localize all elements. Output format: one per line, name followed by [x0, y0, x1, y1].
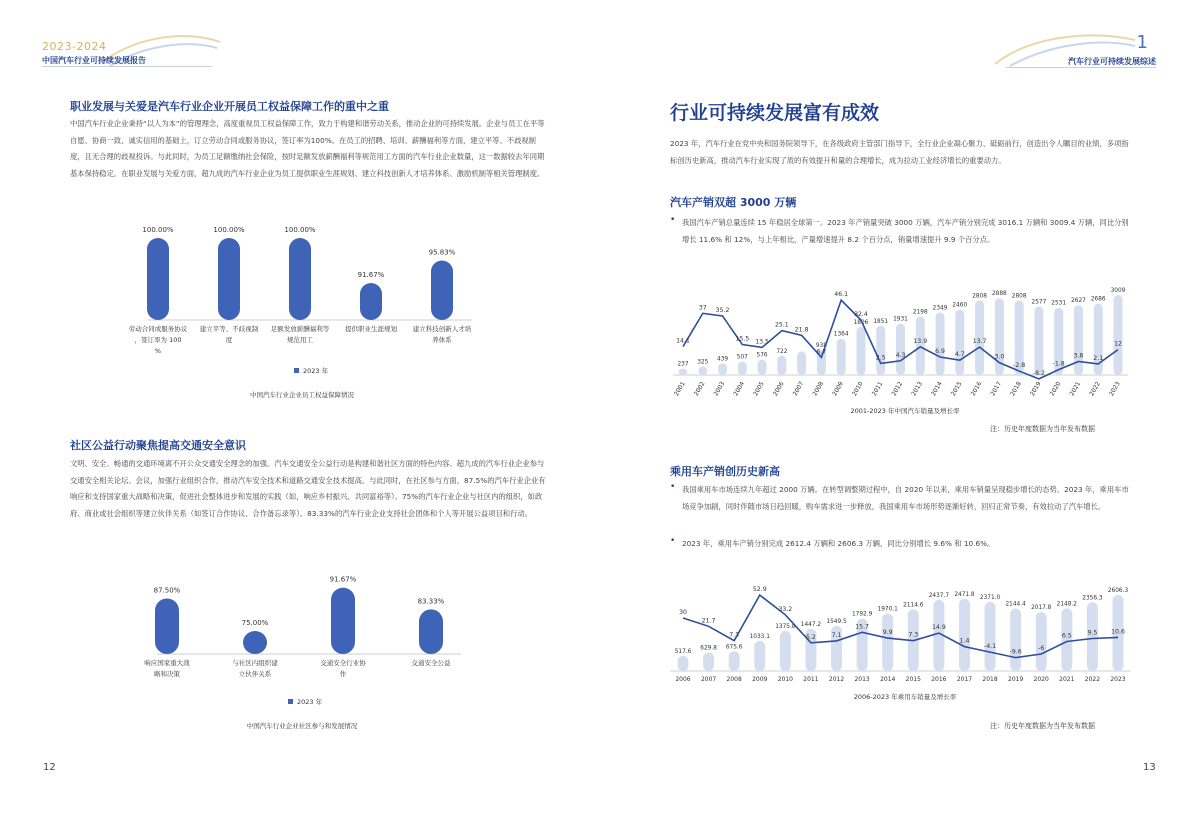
growth-label: 2.1: [1093, 354, 1104, 362]
growth-label: 5.2: [806, 633, 816, 641]
sales-bar: [729, 651, 740, 671]
bar-value-label: 83.33%: [417, 597, 445, 606]
sales-label: 2144.4: [1005, 601, 1026, 608]
year-label: 2011: [803, 676, 819, 683]
sales-bar: [703, 653, 714, 671]
sales-label: 2460: [952, 302, 968, 309]
growth-label: 12: [1114, 340, 1122, 348]
sales-label: 2888: [991, 291, 1007, 298]
bullet-dot: •: [670, 215, 676, 225]
year-label: 2015: [949, 380, 964, 398]
growth-label: 15.5: [735, 335, 750, 343]
bar-value-label: 95.83%: [428, 248, 456, 257]
year-label: 2004: [732, 380, 747, 398]
growth-label: 35.2: [715, 306, 730, 314]
year-label: 2008: [811, 380, 826, 398]
year-label: 2010: [850, 380, 865, 398]
category-label: 与社区内组织建: [232, 659, 278, 667]
sales-label: 507: [736, 354, 748, 361]
year-label: 2017: [956, 676, 973, 683]
growth-label: 2.5: [875, 354, 886, 362]
year-label: 2014: [880, 676, 896, 683]
category-label: 养体系: [432, 336, 452, 344]
growth-label: 15.7: [855, 623, 870, 631]
sales-bar: [738, 362, 747, 375]
sales-bar: [754, 641, 765, 671]
sales-label: 2606.3: [1107, 588, 1129, 594]
bullet-auto: [670, 215, 1132, 248]
sales-label: 1970.1: [877, 606, 898, 613]
sales-label: 2198: [912, 309, 928, 316]
bullet-passenger-1: [670, 482, 1132, 515]
bar: [243, 631, 267, 654]
bar-value-label: 91.67%: [357, 270, 385, 279]
sales-bar: [1114, 295, 1123, 375]
bar-value-label: 75.00%: [241, 619, 269, 627]
sales-label: 675.6: [725, 644, 743, 651]
sales-bar: [1061, 608, 1072, 671]
passenger-chart-note: 注：历史年度数据为当年发布数据: [990, 722, 1095, 730]
year-label: 2019: [1008, 676, 1024, 683]
year-label: 2018: [1009, 380, 1023, 398]
sales-bar: [1010, 608, 1021, 671]
sales-bar: [876, 326, 885, 375]
auto-chart-caption: 2001-2023 年中国汽车销量及增长率: [850, 407, 960, 415]
year-label: 2017: [989, 380, 1004, 398]
growth-label: 7.3: [729, 631, 740, 639]
growth-label: -2.8: [1013, 362, 1026, 370]
sales-bar: [698, 366, 707, 375]
year-label: 2013: [910, 380, 925, 398]
bar: [147, 238, 169, 320]
growth-label: 6.9: [935, 347, 945, 355]
year-label: 2012: [890, 380, 905, 398]
section-title-auto: 汽车产销双超 3000 万辆: [670, 196, 797, 209]
sales-bar: [1087, 602, 1098, 671]
sales-label: 2114.6: [903, 602, 924, 609]
sales-bar: [916, 317, 925, 375]
year-label: 2001: [673, 380, 687, 398]
bar: [218, 238, 240, 320]
sales-bar: [780, 631, 791, 671]
bar: [155, 599, 179, 655]
bar-value-label: 87.50%: [153, 586, 181, 595]
year-label: 2023: [1108, 380, 1122, 398]
sales-label: 2627: [1071, 298, 1086, 305]
sales-label: 1549.5: [826, 618, 847, 625]
sales-bar: [936, 313, 945, 375]
sales-label: 2471.8: [954, 591, 975, 598]
year-label: 2016: [969, 380, 984, 398]
page-number-right: 13: [1143, 762, 1156, 773]
bullet-dot: •: [670, 482, 676, 492]
growth-label: 52.9: [752, 586, 767, 594]
category-label: 足额发放薪酬福利等: [270, 325, 330, 333]
sales-label: 2371.0: [979, 594, 1001, 601]
year-label: 2021: [1068, 380, 1083, 398]
bar: [289, 238, 311, 320]
legend-label: 2023 年: [297, 698, 323, 706]
header-report-title: 中国汽车行业可持续发展报告: [42, 56, 146, 65]
section-title-employee: 职业发展与关爱是汽车行业企业开展员工权益保障工作的重中之重: [70, 100, 389, 113]
section-title-community: 社区公益行动聚焦提高交通安全意识: [70, 439, 246, 452]
sales-label: 1033.1: [749, 633, 770, 640]
sales-label: 2686: [1090, 296, 1106, 303]
growth-label: 14.9: [931, 624, 946, 632]
year-label: 2018: [982, 676, 998, 683]
category-label: %: [154, 347, 162, 355]
year-label: 2021: [1059, 676, 1075, 683]
sales-bar: [959, 599, 970, 671]
year-label: 2008: [726, 676, 742, 683]
growth-label: 33.2: [778, 605, 793, 613]
category-label: 响应国家重大战: [144, 659, 190, 667]
category-label: 立伙伴关系: [238, 670, 272, 678]
growth-label: 3.0: [994, 353, 1005, 361]
bullet-auto-text: 我国汽车产销总量连续 15 年稳居全球第一。2023 年产销量突破 3000 万辆，汽车产销分别完成 3016.1 万辆和 3009.4 万辆，同比分别增长 11.6% 和 12%，与上年相比，产量增速提升 8.2 个百分点，销量增速提升 9.9 个百分点。: [682, 218, 1129, 244]
sales-label: 576: [756, 352, 768, 359]
year-label: 2022: [1084, 676, 1101, 683]
sales-label: 722: [776, 348, 788, 355]
sales-bar: [1036, 612, 1047, 671]
year-label: 2003: [712, 380, 727, 398]
growth-label: 30: [679, 609, 687, 616]
growth-label: -4.1: [984, 643, 997, 651]
sales-bar: [678, 656, 689, 671]
sales-label: 2531: [1051, 300, 1067, 307]
sales-bar: [985, 602, 996, 671]
growth-label: 46.1: [834, 291, 849, 299]
sales-label: 1931: [893, 316, 908, 323]
section-body-employee: 中国汽车行业企业秉持“以人为本”的管理理念，高度重视员工权益保障工作，致力于构建和谐劳动关系，推动企业的可持续发展。企业与员工在平等自愿、协商一致、诚实信用的基础上，订立劳动合同或服务协议，签订率为100%。在员工的招聘、培训、薪酬福利等方面，建立平等、不歧视制度，且无合理的歧视投诉。与此同时，为员工足额缴纳社会保险，按时足额发放薪酬福利等规范用工方面的汽车行业企业数量，这一数据较去年同期基本保持稳定。在职业发展与关爱方面，超九成的汽车行业企业为员工提供职业生涯规划、建立科技创新人才培养体系、激励机制等相关管理制度。: [70, 119, 545, 178]
header-divider: [42, 66, 212, 67]
sales-bar: [679, 369, 688, 375]
sales-label: 517.6: [674, 648, 692, 655]
year-label: 2022: [1088, 380, 1102, 398]
year-label: 2015: [905, 676, 921, 683]
category-label: 作: [339, 670, 347, 678]
growth-label: 21.8: [794, 326, 809, 334]
growth-label: 4.7: [954, 351, 965, 359]
sales-bar: [797, 351, 806, 375]
chart-caption: 中国汽车行业企业员工权益保障情况: [250, 391, 354, 399]
page-number-left: 12: [43, 762, 56, 773]
sales-label: 2349: [932, 305, 948, 312]
sales-bar: [758, 360, 767, 375]
growth-label: 3.8: [1073, 352, 1084, 360]
year-label: 2007: [700, 676, 717, 683]
bar-value-label: 100.00%: [213, 226, 245, 234]
bullet-dot: •: [670, 536, 676, 546]
year-label: 2005: [752, 380, 766, 398]
year-label: 2009: [831, 380, 845, 398]
growth-label: 9.9: [882, 629, 893, 637]
growth-label: 25.1: [774, 321, 789, 329]
bar: [360, 283, 382, 320]
growth-label: -8.2: [1032, 369, 1045, 377]
year-label: 2009: [752, 676, 768, 683]
growth-label: 13.7: [972, 338, 987, 346]
sales-label: 325: [697, 359, 709, 366]
growth-label: -9.6: [1009, 648, 1022, 656]
sales-label: 3009: [1110, 288, 1126, 294]
bar: [431, 261, 453, 320]
sales-label: 1375.8: [775, 623, 796, 630]
growth-label: 13.5: [755, 338, 769, 346]
sales-label: 629.8: [700, 645, 717, 652]
growth-label: 4.3: [895, 351, 906, 359]
bar-value-label: 91.67%: [329, 575, 357, 584]
sales-label: 2808: [1011, 293, 1027, 300]
bar: [331, 588, 355, 654]
year-label: 2006: [675, 676, 691, 683]
growth-label: 7.3: [908, 631, 919, 639]
category-label: 建立科技创新人才培: [412, 325, 472, 333]
year-label: 2013: [854, 676, 870, 683]
passenger-chart-caption: 2006-2023 年乘用车销量及增长率: [853, 693, 957, 701]
year-label: 2023: [1110, 676, 1126, 683]
growth-label: 6.7: [816, 348, 827, 356]
auto-chart-note: 注：历史年度数据为当年发布数据: [990, 425, 1095, 433]
bar-value-label: 100.00%: [284, 226, 316, 234]
intro-paragraph: 2023 年，汽车行业在党中央和国务院领导下，在各级政府主管部门指导下，全行业企业凝心聚力、砥砺前行，创造出令人瞩目的业绩，多项指标创历史新高，推动汽车行业实现了质的有效提升和量的合理增长，成为拉动工业经济增长的重要动力。: [670, 139, 1129, 165]
community-chart: [70, 556, 550, 736]
sales-label: 1792.9: [851, 611, 873, 618]
auto-sales-chart: [670, 275, 1140, 420]
sales-label: 2437.7: [928, 592, 950, 599]
growth-label: 9.5: [1087, 629, 1098, 637]
header-year: 2023-2024: [42, 40, 107, 53]
sales-label: 2148.2: [1056, 601, 1077, 608]
bar: [419, 609, 443, 654]
sales-label: 938: [815, 343, 827, 350]
growth-label: 6.5: [1061, 632, 1072, 640]
sales-bar: [837, 339, 846, 375]
bar-value-label: 100.00%: [142, 226, 174, 234]
year-label: 2012: [828, 676, 845, 683]
sales-label: 2017.8: [1031, 605, 1052, 612]
growth-label: 14.1: [676, 337, 690, 345]
year-label: 2010: [777, 676, 793, 683]
category-label: 规范用工: [287, 336, 313, 344]
year-label: 2002: [692, 380, 707, 398]
year-label: 2011: [870, 380, 885, 398]
chart-caption: 中国汽车行业企业社区参与和发展情况: [246, 722, 358, 730]
sales-label: 1364: [833, 331, 849, 338]
year-label: 2020: [1033, 676, 1049, 683]
growth-label: -1.8: [1052, 360, 1065, 368]
growth-label: 10.6: [1111, 628, 1125, 636]
sales-bar: [955, 310, 964, 375]
growth-label: -6: [1038, 645, 1045, 652]
bullet-passenger-1-text: 我国乘用车市场连续九年超过 2000 万辆。在转型调整期过程中，自 2020 年以来，乘用车销量呈现稳步增长的态势。2023 年，乘用车市场竞争加剧，同时伴随市场日趋回暖，购车需求进一步释放，我国乘用车市场形势逐渐好转，回归正常节奏，有效拉动了汽车增长。: [682, 485, 1129, 511]
growth-label: 32.4: [854, 311, 868, 319]
sales-label: 2808: [972, 293, 987, 300]
sales-label: 2577: [1031, 299, 1047, 306]
sales-label: 2356.3: [1082, 595, 1103, 602]
growth-label: 37: [698, 304, 707, 312]
employee-rights-chart: [70, 212, 550, 402]
year-label: 2020: [1048, 380, 1063, 398]
section-body-community: 文明、安全、畅通的交通环境离不开公众交通安全理念的加强。汽车交通安全公益行动是构建和谐社区方面的特色内容。超九成的汽车行业企业参与交通安全相关论坛、会议，加强行业组织合作，推动汽车安全技术和道路交通安全技术提高。与此同时，在社区参与方面，87.5%的汽车行业企业有响应和支持国家重大战略和决策，促进社会整体进步和发展的实践（如，响应乡村振兴、共同富裕等）。75%的汽车行业企业与社区内的组织，如政府、商业或社会组织等建立伙伴关系（如签订合作协议、合作备忘录等）。83.33%的汽车行业企业支持社会团体和个人等开展公益项目和行动。: [70, 459, 546, 518]
sales-label: 1806: [853, 319, 869, 326]
sales-label: 237: [677, 361, 689, 368]
category-label: 建立平等、不歧视制: [199, 325, 259, 333]
year-label: 2014: [930, 380, 944, 398]
year-label: 2016: [931, 676, 947, 683]
category-label: 交通安全行业协: [320, 659, 366, 667]
year-label: 2006: [771, 380, 786, 398]
sales-label: 439: [717, 356, 729, 363]
category-label: 度: [225, 336, 233, 344]
category-label: 提供职业生涯规划: [345, 325, 397, 333]
header-divider-right: [1006, 67, 1156, 68]
bullet-passenger-2: [670, 536, 1132, 553]
category-label: 劳动合同或服务协议: [128, 325, 188, 333]
legend-label: 2023 年: [303, 367, 329, 375]
sales-bar: [718, 363, 727, 375]
legend-swatch: [294, 368, 299, 373]
sales-bar: [896, 324, 905, 375]
year-label: 2007: [791, 380, 806, 398]
year-label: 2019: [1028, 380, 1043, 398]
sales-bar: [856, 327, 865, 375]
sales-bar: [777, 356, 786, 375]
page-main-title: 行业可持续发展富有成效: [670, 102, 880, 124]
passenger-sales-chart: [670, 575, 1140, 690]
chapter-number: 1: [1136, 32, 1148, 53]
bullet-passenger-2-text: 2023 年，乘用车产销分别完成 2612.4 万辆和 2606.3 万辆，同比分别增长 9.6% 和 10.6%。: [682, 539, 995, 548]
legend-swatch: [288, 699, 293, 704]
sales-label: 1851: [873, 318, 889, 325]
growth-label: 1.4: [959, 637, 970, 645]
sales-bar: [1074, 305, 1083, 375]
section-title-passenger: 乘用车产销创历史新高: [670, 465, 780, 478]
growth-label: 7.1: [831, 631, 842, 639]
sales-bar: [1034, 306, 1043, 375]
growth-label: 13.9: [913, 337, 928, 345]
category-label: 略和决策: [154, 670, 180, 678]
chapter-title: 汽车行业可持续发展综述: [1068, 57, 1156, 66]
sales-bar: [882, 614, 893, 671]
category-label: 交通安全公益: [411, 659, 451, 667]
growth-label: 21.7: [701, 617, 716, 625]
category-label: ，签订率为 100: [134, 336, 182, 344]
sales-label: 1447.2: [800, 621, 822, 628]
